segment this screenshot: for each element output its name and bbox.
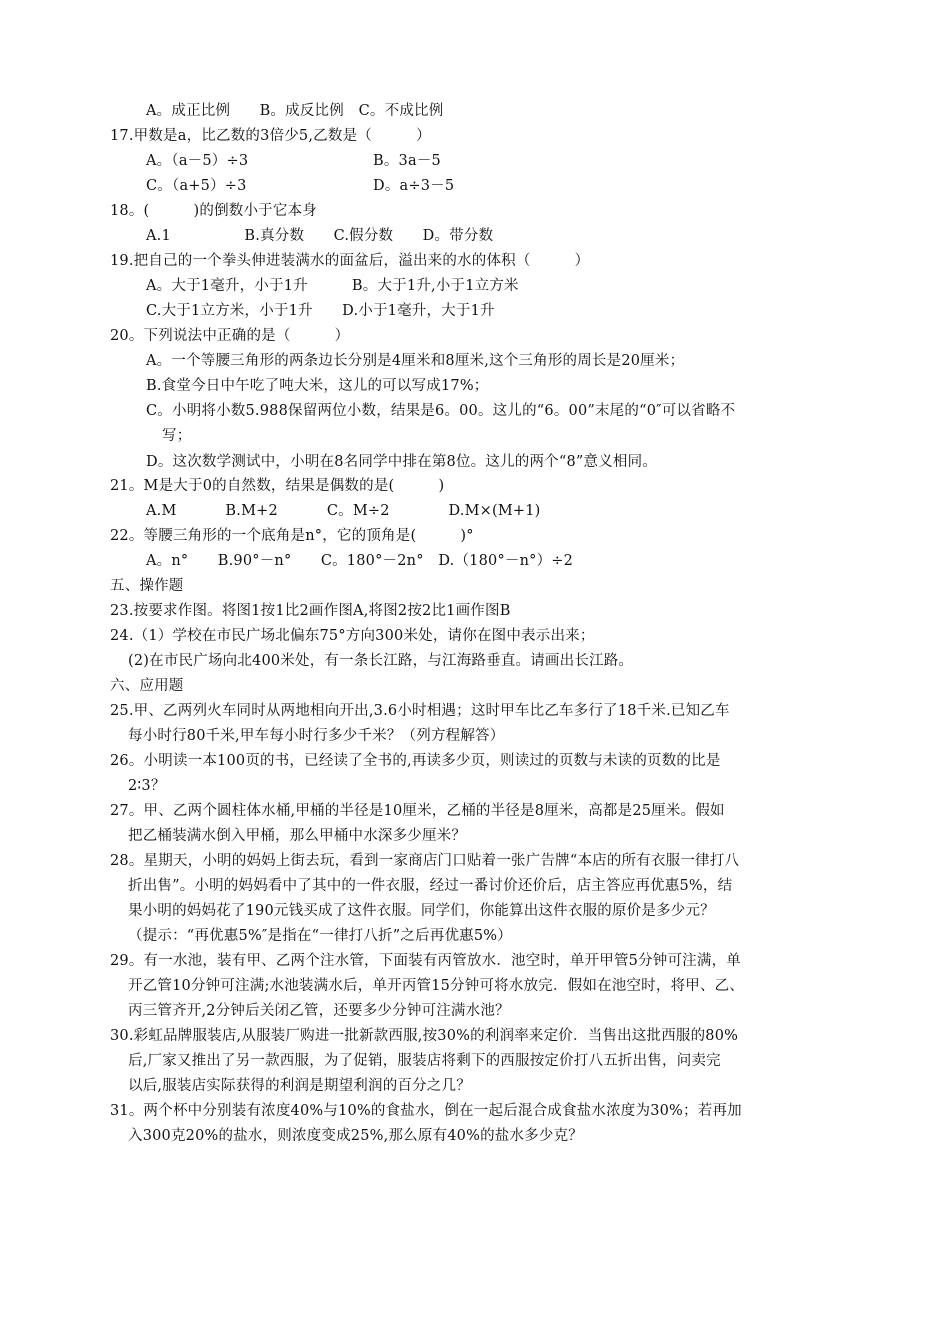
question-25: 25.甲、乙两列火车同时从两地相向开出,3.6小时相遇；这时甲车比乙车多行了18千米.已知乙车 — [110, 703, 730, 719]
question-21: 21。M是大于0的自然数，结果是偶数的是( ) — [110, 478, 445, 494]
q20-option-a: A。一个等腰三角形的两条边长分别是4厘米和8厘米,这个三角形的周长是20厘米； — [146, 353, 685, 369]
question-18: 18。( )的倒数小于它本身 — [110, 203, 317, 219]
q20-option-c: C。小明将小数5.988保留两位小数，结果是6。00。这儿的“6。00”末尾的“0″可以省略不 — [146, 403, 736, 419]
question-31: 31。两个杯中分别装有浓度40%与10%的食盐水，倒在一起后混合成食盐水浓度为30%；若再加 — [110, 1103, 742, 1119]
question-25-cont: 每小时行80千米,甲车每小时行多少千米？（列方程解答） — [128, 728, 505, 744]
question-30: 30.彩虹品牌服装店,从服装厂购进一批新款西服,按30%的利润率来定价．当售出这批西服的80% — [110, 1028, 739, 1044]
q22-options: A。n° B.90°－n° C。180°－2n° D.（180°－n°）÷2 — [146, 553, 574, 569]
question-20: 20。下列说法中正确的是（ ） — [110, 328, 350, 344]
question-29-cont-2: 丙三管齐开,2分钟后关闭乙管，还要多少分钟可注满水池？ — [128, 1003, 510, 1019]
section-6-heading: 六、应用题 — [110, 678, 184, 694]
q20-option-d: D。这次数学测试中，小明在8名同学中排在第8位。这儿的两个“8”意义相同。 — [146, 454, 658, 470]
question-22: 22。等腰三角形的一个底角是n°，它的顶角是( )° — [110, 528, 474, 544]
q19-options-ab: A。大于1毫升，小于1升 B。大于1升,小于1立方米 — [146, 278, 519, 294]
question-28-cont-1: 折出售”。小明的妈妈看中了其中的一件衣服，经过一番讨价还价后，店主答应再优惠5%，结 — [128, 878, 733, 894]
question-27: 27。甲、乙两个圆柱体水桶,甲桶的半径是10厘米，乙桶的半径是8厘米，高都是25厘米。假如 — [110, 803, 725, 819]
question-26-cont: 2∶3？ — [128, 778, 166, 794]
section-5-heading: 五、操作题 — [110, 578, 184, 594]
question-19: 19.把自己的一个拳头伸进装满水的面盆后，溢出来的水的体积（ ） — [110, 253, 590, 269]
question-30-cont-2: 以后,服装店实际获得的利润是期望利润的百分之几？ — [128, 1078, 471, 1094]
q17-option-c: C。（a+5）÷3 — [146, 178, 247, 194]
q21-options: A.M B.M+2 C。M÷2 D.M×(M+1) — [146, 503, 541, 519]
q20-option-b: B.食堂今日中午吃了吨大米，这儿的可以写成17%； — [146, 378, 489, 394]
q17-option-a: A。（a－5）÷3 — [146, 153, 249, 169]
question-28-hint: （提示：“再优惠5%″是指在“一律打八折”之后再优惠5%） — [128, 928, 512, 944]
question-28: 28。星期天，小明的妈妈上街去玩，看到一家商店门口贴着一张广告牌“本店的所有衣服一律打八 — [110, 853, 740, 869]
q16-options: A。成正比例 B。成反比例 C。不成比例 — [146, 103, 444, 119]
question-29-cont-1: 开乙管10分钟可注满;水池装满水后，单开丙管15分钟可将水放完．假如在池空时，将甲、乙、 — [128, 978, 745, 994]
question-17: 17.甲数是a，比乙数的3倍少5,乙数是（ ） — [110, 128, 431, 144]
question-24-part-2: (2)在市民广场向北400米处，有一条长江路，与江海路垂直。请画出长江路。 — [128, 653, 634, 669]
q17-option-d: D。a÷3－5 — [373, 178, 455, 194]
q19-options-cd: C.大于1立方米，小于1升 D.小于1毫升，大于1升 — [146, 303, 495, 319]
question-29: 29。有一水池，装有甲、乙两个注水管，下面装有丙管放水．池空时，单开甲管5分钟可注满，单 — [110, 953, 741, 969]
question-28-cont-2: 果小明的妈妈花了190元钱买成了这件衣服。同学们，你能算出这件衣服的原价是多少元？ — [128, 903, 715, 919]
question-26: 26。小明读一本100页的书，已经读了全书的,再读多少页，则读过的页数与未读的页数的比是 — [110, 753, 721, 769]
q18-options: A.1 B.真分数 C.假分数 D。带分数 — [146, 228, 494, 244]
q17-option-b: B。3a－5 — [373, 153, 441, 169]
q20-option-c-cont: 写； — [162, 428, 192, 444]
question-23: 23.按要求作图。将图1按1比2画作图A,将图2按2比1画作图B — [110, 603, 511, 619]
question-24-part-1: 24.（1）学校在市民广场北偏东75°方向300米处，请你在图中表示出来； — [110, 628, 595, 644]
question-31-cont: 入300克20%的盐水，则浓度变成25%,那么原有40%的盐水多少克？ — [128, 1128, 583, 1144]
question-30-cont-1: 后,厂家又推出了另一款西服，为了促销，服装店将剩下的西服按定价打八五折出售，问卖完 — [128, 1053, 721, 1069]
question-27-cont: 把乙桶装满水倒入甲桶，那么甲桶中水深多少厘米？ — [128, 828, 467, 844]
